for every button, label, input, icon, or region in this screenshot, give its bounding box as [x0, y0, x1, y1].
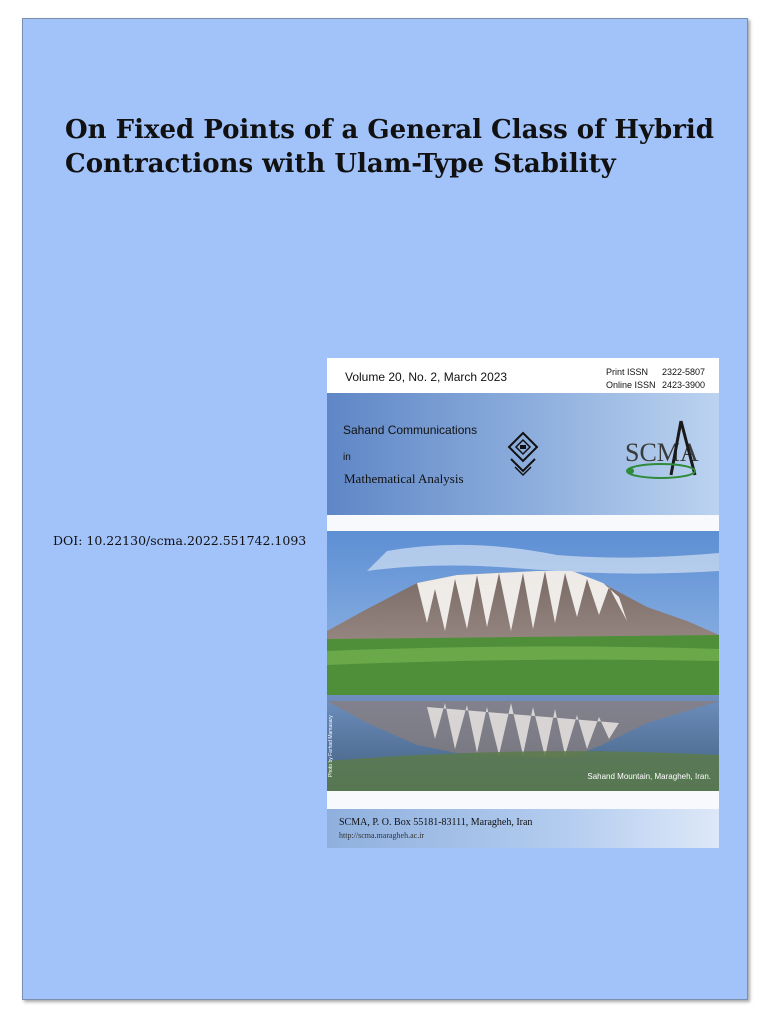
journal-name-line-1: Sahand Communications	[343, 423, 478, 437]
journal-name-line-2: in	[343, 452, 351, 463]
cover-header	[327, 358, 719, 393]
cover-spacer	[327, 515, 719, 531]
document-page	[22, 18, 748, 1000]
journal-url: http://scma.maragheh.ac.ir	[339, 831, 425, 840]
university-emblem-icon	[505, 431, 541, 479]
scma-logo-text: SCMA	[625, 438, 699, 467]
scma-logo-icon	[623, 417, 705, 485]
journal-name-line-3: Mathematical Analysis	[344, 471, 464, 486]
cover-journal-band	[327, 393, 719, 515]
photo-caption: Sahand Mountain, Maragheh, Iran.	[587, 772, 711, 781]
print-issn-label: Print ISSN	[606, 367, 649, 377]
cover-spacer-bottom	[327, 791, 719, 809]
mountain-photo	[327, 531, 719, 791]
print-issn-value: 2322-5807	[662, 367, 706, 377]
paper-title-line-1: On Fixed Points of a General Class of Hybrid	[65, 115, 714, 145]
paper-title	[65, 113, 725, 181]
journal-address: SCMA, P. O. Box 55181-83111, Maragheh, Iran	[339, 817, 533, 828]
online-issn-value: 2423-3900	[662, 380, 706, 390]
online-issn-label: Online ISSN	[606, 380, 656, 390]
cover-footer	[327, 809, 719, 848]
cover-volume: Volume 20, No. 2, March 2023	[345, 370, 508, 384]
journal-cover-image	[327, 358, 719, 848]
photo-credit: Photo by Farhad Mamasary	[328, 715, 334, 777]
paper-title-line-2: Contractions with Ulam-Type Stability	[65, 149, 616, 179]
doi-text: DOI: 10.22130/scma.2022.551742.1093	[53, 533, 307, 548]
